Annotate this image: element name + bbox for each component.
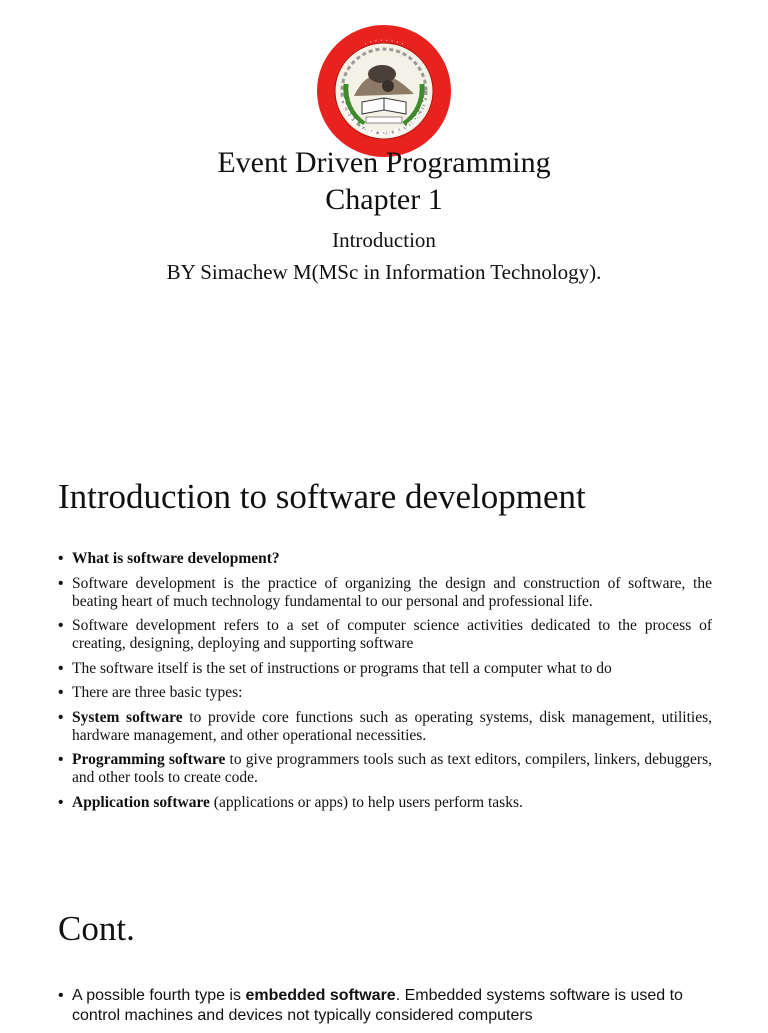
logo-text: DEBRE TABOR UNIVERSITY	[335, 97, 433, 141]
chapter-label: Chapter 1	[325, 183, 443, 216]
list-item: • There are three basic types:	[72, 684, 712, 702]
bullet-list	[72, 550, 712, 818]
slide-heading: Cont.	[58, 909, 135, 948]
list-item: • The software itself is the set of instructions or programs that tell a computer what to do	[72, 660, 712, 678]
list-item: • A possible fourth type is embedded software. Embedded systems software is used to control machines and devices not typically considered computers	[72, 986, 712, 1026]
intro-slide	[0, 432, 768, 864]
slide-heading: Introduction to software development	[58, 477, 586, 516]
svg-text:· · · · · · · ·: · · · · · · · ·	[362, 36, 406, 49]
subtitle: Introduction	[332, 228, 436, 252]
bullet-list	[72, 986, 712, 1033]
university-seal-logo	[316, 24, 452, 158]
presentation-title: Event Driven Programming	[217, 146, 551, 179]
title-slide	[0, 0, 768, 432]
list-item: • What is software development?	[72, 550, 712, 568]
list-item: • Software development refers to a set of computer science activities dedicated to the process of creating, designing, deploying and supporting software	[72, 617, 712, 653]
list-item: • Application software (applications or apps) to help users perform tasks.	[72, 794, 712, 812]
author-line: BY Simachew M(MSc in Information Technology).	[166, 260, 602, 284]
list-item: • Programming software to give programmers tools such as text editors, compilers, linkers, debuggers, and other tools to create code.	[72, 751, 712, 787]
cont-slide	[0, 864, 768, 1024]
list-item: • System software to provide core functions such as operating systems, disk management, utilities, hardware management, and other operational necessities.	[72, 709, 712, 745]
list-item: • Software development is the practice of organizing the design and construction of software, the beating heart of much technology fundamental to our personal and professional life.	[72, 575, 712, 611]
